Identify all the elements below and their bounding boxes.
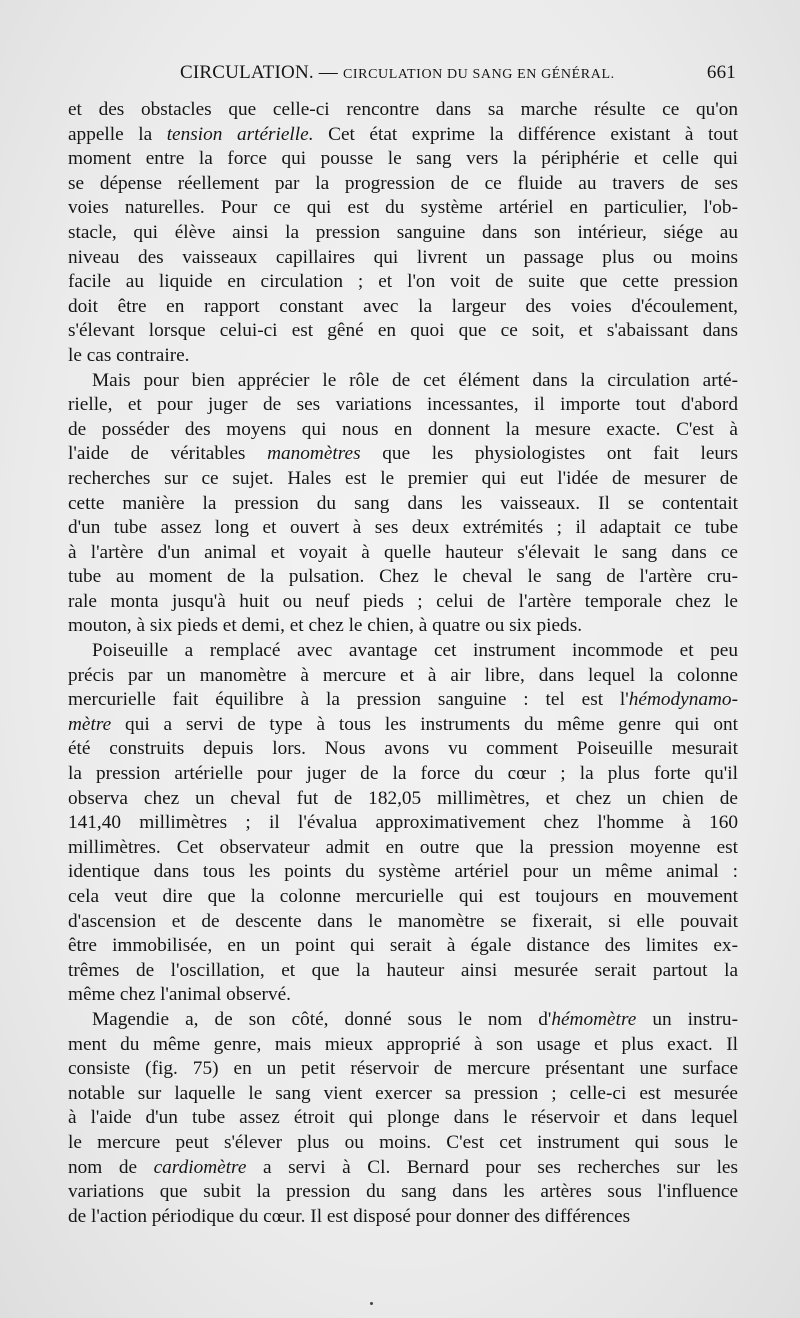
text-line <box>68 196 738 221</box>
text-run: Cet état exprime la différence existant à tout <box>313 123 738 145</box>
text-line <box>68 1180 738 1205</box>
body-text <box>68 98 738 1229</box>
text-run: la pression artérielle pour juger de la force du cœur ; la plus forte qu'il <box>68 763 738 785</box>
page-number: 661 <box>706 62 736 83</box>
text-line <box>68 123 738 148</box>
text-line <box>68 492 738 517</box>
print-speck <box>370 1302 373 1305</box>
text-run: qui a servi de type à tous les instruments du même genre qui ont <box>111 713 738 735</box>
text-run: d'un tube assez long et ouvert à ses deux extrémités ; il adaptait ce tube <box>68 517 738 539</box>
text-run: rielle, et pour juger de ses variations incessantes, il importe tout d'abord <box>68 394 738 416</box>
text-run: été construits depuis lors. Nous avons vu comment Poiseuille mesurait <box>68 738 738 760</box>
text-run: se dépense réellement par la progression de ce fluide au travers de ses <box>68 172 738 194</box>
italic-term: hémomètre <box>551 1008 637 1030</box>
text-line <box>68 516 738 541</box>
text-run: recherches sur ce sujet. Hales est le premier qui eut l'idée de mesurer de <box>68 467 738 489</box>
text-line <box>68 639 738 664</box>
running-head <box>68 62 738 86</box>
text-run: et des obstacles que celle-ci rencontre dans sa marche résulte ce qu'on <box>68 99 738 120</box>
text-line <box>68 959 738 984</box>
text-line <box>68 98 738 123</box>
text-line <box>68 811 738 836</box>
text-run: a servi à Cl. Bernard pour ses recherches sur les <box>246 1156 738 1178</box>
text-line <box>68 147 738 172</box>
text-run: mouton, à six pieds et demi, et chez le chien, à quatre ou six pieds. <box>68 615 583 637</box>
text-run: observa chez un cheval fut de 182,05 millimètres, et chez un chien de <box>68 787 738 809</box>
text-line <box>68 590 738 615</box>
text-run: l'aide de véritables <box>68 443 268 465</box>
text-run: le cas contraire. <box>68 344 190 366</box>
text-run: stacle, qui élève ainsi la pression sanguine dans son intérieur, siége au <box>68 221 738 243</box>
text-line <box>68 983 738 1008</box>
text-run: le mercure peut s'élever plus ou moins. C'est cet instrument qui sous le <box>68 1131 738 1153</box>
text-line <box>68 1156 738 1181</box>
text-line <box>68 688 738 713</box>
text-run: Magendie a, de son côté, donné sous le nom d' <box>92 1008 552 1030</box>
text-run: à l'artère d'un animal et voyait à quelle hauteur s'élevait le sang dans ce <box>68 541 738 563</box>
text-run: identique dans tous les points du système artériel pour un même animal : <box>68 861 738 883</box>
text-line <box>68 713 738 738</box>
text-line <box>68 1057 738 1082</box>
running-head-dash: — <box>318 62 338 83</box>
text-line <box>68 860 738 885</box>
text-line <box>68 1106 738 1131</box>
text-run: consiste (fig. 75) en un petit réservoir de mercure présentant une surface <box>68 1058 738 1080</box>
text-line <box>68 393 738 418</box>
text-run: niveau des vaisseaux capillaires qui livrent un passage plus ou moins <box>68 246 738 268</box>
text-line <box>68 319 738 344</box>
text-run: mercurielle fait équilibre à la pression sanguine : tel est l' <box>68 689 629 711</box>
text-run: appelle la <box>68 123 167 145</box>
text-run: millimètres. Cet observateur admit en outre que la pression moyenne est <box>68 836 738 858</box>
text-run: tube au moment de la pulsation. Chez le cheval le sang de l'artère cru- <box>68 566 738 588</box>
section-title: CIRCULATION DU SANG EN GÉNÉRAL. <box>342 67 615 82</box>
text-run: être immobilisée, en un point qui serait à égale distance des limites ex- <box>68 935 738 957</box>
text-line <box>68 614 738 639</box>
text-line <box>68 344 738 369</box>
running-head-title-group <box>180 62 615 84</box>
text-run: à l'aide d'un tube assez étroit qui plonge dans le réservoir et dans lequel <box>68 1107 738 1129</box>
text-line <box>68 664 738 689</box>
text-line <box>68 270 738 295</box>
text-run: notable sur laquelle le sang vient exercer sa pression ; celle-ci est mesurée <box>68 1082 738 1104</box>
italic-term: mètre <box>68 713 112 735</box>
text-line <box>68 737 738 762</box>
text-line <box>68 246 738 271</box>
text-run: de posséder des moyens qui nous en donnent la mesure exacte. C'est à <box>68 418 738 440</box>
text-run: voies naturelles. Pour ce qui est du système artériel en particulier, l'ob- <box>68 197 738 219</box>
chapter-title: CIRCULATION. <box>180 62 314 83</box>
text-line <box>68 221 738 246</box>
text-line <box>68 418 738 443</box>
text-run: trêmes de l'oscillation, et que la hauteur ainsi mesurée serait partout la <box>68 959 738 981</box>
text-run: rale monta jusqu'à huit ou neuf pieds ; celui de l'artère temporale chez le <box>68 590 738 612</box>
text-run: même chez l'animal observé. <box>68 984 291 1006</box>
text-run: cette manière la pression du sang dans les vaisseaux. Il se contentait <box>68 492 738 514</box>
text-run: cela veut dire que la colonne mercurielle qui est toujours en mouvement <box>68 886 738 907</box>
text-line <box>68 172 738 197</box>
text-run: que les physiologistes ont fait leurs <box>360 443 738 465</box>
text-line <box>68 1205 738 1230</box>
text-run: s'élevant lorsque celui-ci est gêné en quoi que ce soit, et s'abaissant dans <box>68 320 738 342</box>
text-run: d'ascension et de descente dans le manomètre se fixerait, si elle pouvait <box>68 910 738 932</box>
text-line <box>68 836 738 861</box>
text-line <box>68 885 738 910</box>
text-run: doit être en rapport constant avec la largeur des voies d'écoulement, <box>68 295 738 317</box>
text-run: 141,40 millimètres ; il l'évalua approximativement chez l'homme à 160 <box>68 812 738 834</box>
text-line <box>68 541 738 566</box>
italic-term: tension artérielle. <box>166 123 314 145</box>
text-line <box>68 1033 738 1058</box>
text-line <box>68 565 738 590</box>
text-run: ment du même genre, mais mieux approprié à son usage et plus exact. Il <box>68 1033 738 1055</box>
italic-term: manomètres <box>267 443 361 465</box>
text-line <box>68 442 738 467</box>
text-run: variations que subit la pression du sang dans les artères sous l'influence <box>68 1181 738 1203</box>
text-line <box>68 934 738 959</box>
text-line <box>68 369 738 394</box>
text-line <box>68 295 738 320</box>
text-run: Poiseuille a remplacé avec avantage cet instrument incommode et peu <box>92 640 738 662</box>
text-line <box>68 467 738 492</box>
text-run: de l'action périodique du cœur. Il est disposé pour donner des différences <box>68 1205 631 1227</box>
text-line <box>68 1008 738 1033</box>
text-run: moment entre la force qui pousse le sang vers la périphérie et celle qui <box>68 148 738 170</box>
text-run: facile au liquide en circulation ; et l'on voit de suite que cette pression <box>68 271 738 293</box>
text-run: un instru- <box>636 1008 738 1030</box>
text-run: Mais pour bien apprécier le rôle de cet élément dans la circulation arté- <box>92 369 738 391</box>
text-run: précis par un manomètre à mercure et à air libre, dans lequel la colonne <box>68 664 738 686</box>
text-line <box>68 1131 738 1156</box>
text-line <box>68 1082 738 1107</box>
italic-term: cardiomètre <box>153 1156 247 1178</box>
text-run: nom de <box>68 1156 154 1178</box>
italic-term: hémodynamo- <box>628 689 738 711</box>
text-line <box>68 787 738 812</box>
text-line <box>68 762 738 787</box>
text-line <box>68 910 738 935</box>
